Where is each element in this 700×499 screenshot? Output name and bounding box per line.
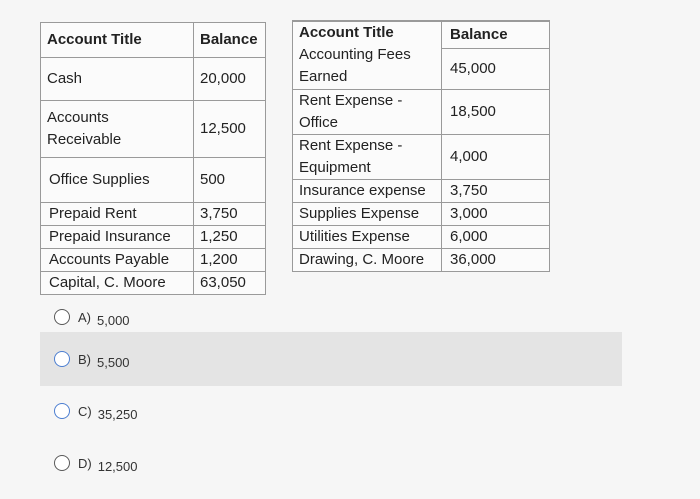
account-title-line: Rent Expense - bbox=[299, 92, 403, 109]
balance-cell: 45,000 bbox=[450, 60, 496, 77]
header-account-title: Account Title bbox=[299, 24, 394, 41]
account-title-cell: Prepaid Rent bbox=[41, 203, 194, 226]
account-title-cell: Capital, C. Moore bbox=[41, 272, 194, 295]
answer-option-b[interactable] bbox=[40, 332, 622, 386]
table-row bbox=[41, 158, 266, 203]
option-value: 5,500 bbox=[97, 354, 130, 370]
account-title-cell bbox=[293, 135, 442, 180]
header-balance: Balance bbox=[194, 23, 266, 58]
table-row bbox=[41, 101, 266, 158]
answer-option-c[interactable] bbox=[40, 384, 622, 438]
balance-cell: 63,050 bbox=[194, 272, 266, 295]
account-title-cell: Accounts Payable bbox=[41, 249, 194, 272]
balance-cell: 1,250 bbox=[194, 226, 266, 249]
balance-cell: 3,750 bbox=[194, 203, 266, 226]
left-account-table bbox=[40, 22, 266, 295]
table-row bbox=[293, 135, 550, 180]
table-header-row bbox=[41, 23, 266, 58]
header-balance: Balance bbox=[442, 22, 549, 49]
option-letter: C) bbox=[78, 403, 92, 419]
table-row bbox=[41, 58, 266, 101]
account-title-line: Earned bbox=[299, 68, 348, 85]
balance-cell: 1,200 bbox=[194, 249, 266, 272]
answer-option-d[interactable] bbox=[40, 436, 622, 490]
table-row bbox=[293, 90, 550, 135]
table-row bbox=[293, 180, 550, 203]
balance-column-top bbox=[442, 22, 550, 90]
radio-button-c[interactable] bbox=[54, 403, 70, 419]
balance-cell: 36,000 bbox=[442, 249, 550, 272]
option-value: 5,000 bbox=[97, 312, 130, 328]
option-letter: D) bbox=[78, 455, 92, 471]
table-row bbox=[41, 226, 266, 249]
account-title-line: Rent Expense - bbox=[299, 137, 403, 154]
table-row bbox=[293, 226, 550, 249]
table-row bbox=[293, 203, 550, 226]
balance-cell: 12,500 bbox=[194, 101, 266, 158]
account-title-cell: Supplies Expense bbox=[293, 203, 442, 226]
balance-cell: 3,000 bbox=[442, 203, 550, 226]
account-title-line: Equipment bbox=[299, 159, 371, 176]
radio-button-a[interactable] bbox=[54, 309, 70, 325]
account-title-cell: Accounts Receivable bbox=[41, 101, 194, 158]
balance-cell: 6,000 bbox=[442, 226, 550, 249]
account-title-cell: Office Supplies bbox=[41, 158, 194, 203]
account-title-cell: Cash bbox=[41, 58, 194, 101]
table-row bbox=[293, 22, 550, 90]
header-account-title: Account Title bbox=[41, 23, 194, 58]
radio-button-b[interactable] bbox=[54, 351, 70, 367]
account-title-line: Office bbox=[299, 114, 338, 131]
table-row bbox=[41, 249, 266, 272]
option-letter: A) bbox=[78, 309, 91, 325]
account-title-cell: Insurance expense bbox=[293, 180, 442, 203]
account-title-cell: Utilities Expense bbox=[293, 226, 442, 249]
radio-button-d[interactable] bbox=[54, 455, 70, 471]
balance-cell: 20,000 bbox=[194, 58, 266, 101]
right-account-table bbox=[292, 20, 550, 272]
option-value: 35,250 bbox=[97, 406, 138, 422]
account-title-cell: Drawing, C. Moore bbox=[293, 249, 442, 272]
option-letter: B) bbox=[78, 351, 91, 367]
account-title-cell: Prepaid Insurance bbox=[41, 226, 194, 249]
balance-cell: 3,750 bbox=[442, 180, 550, 203]
option-value: 12,500 bbox=[97, 458, 138, 474]
account-title-line: Accounting Fees bbox=[299, 46, 411, 63]
balance-cell: 18,500 bbox=[442, 90, 550, 135]
balance-cell: 4,000 bbox=[442, 135, 550, 180]
balance-cell: 500 bbox=[194, 158, 266, 203]
account-title-cell bbox=[293, 22, 442, 90]
account-title-cell bbox=[293, 90, 442, 135]
table-row bbox=[41, 203, 266, 226]
table-row bbox=[293, 249, 550, 272]
